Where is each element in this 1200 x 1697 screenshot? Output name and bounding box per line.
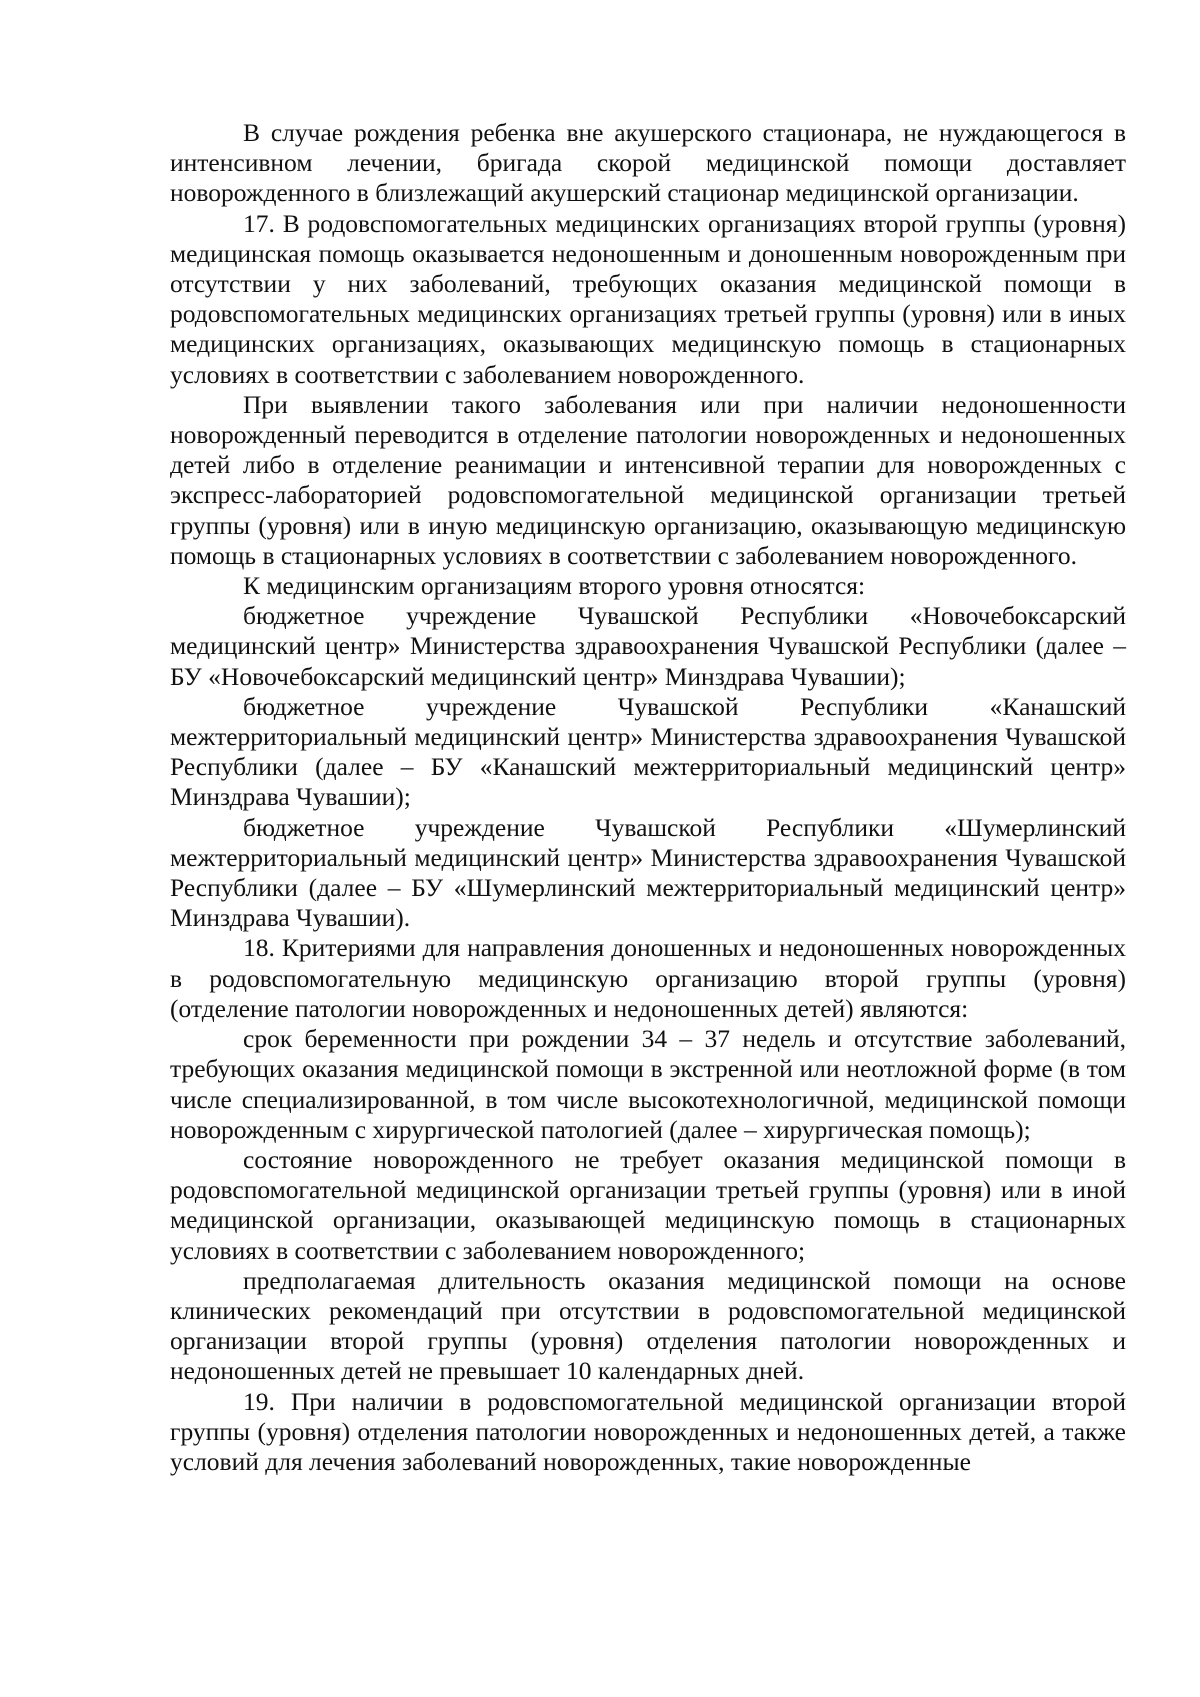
paragraph-item-19: 19. При наличии в родовспомогательной медицинской организации второй группы (уровня) отделения патологии новорожденных и недоношенных детей, а также условий для лечения заболеваний новорожденных, такие новорожденные — [170, 1386, 1126, 1476]
criterion-newborn-condition: состояние новорожденного не требует оказания медицинской помощи в родовспомогательной медицинской организации третьей группы (уровня) или в иной медицинской организации, оказывающей медицинскую помощь в стационарных условиях в соответствии с заболеванием новорожденного; — [170, 1144, 1126, 1265]
paragraph-item-17: 17. В родовспомогательных медицинских организациях второй группы (уровня) медицинская помощь оказывается недоношенным и доношенным новорожденным при отсутствии у них заболеваний, требующих оказания медицинской помощи в родовспомогательных медицинских организациях третьей группы (уровня) или в иных медицинских организациях, оказывающих медицинскую помощь в стационарных условиях в соответствии с заболеванием новорожденного. — [170, 208, 1126, 389]
list-item-shumerlya-center: бюджетное учреждение Чувашской Республики «Шумерлинский межтерриториальный медицинский центр» Министерства здравоохранения Чувашской Республики (далее – БУ «Шумерлинский межтерриториальный медицинский центр» Минздрава Чувашии). — [170, 812, 1126, 933]
criterion-gestational-age: срок беременности при рождении 34 – 37 недель и отсутствие заболеваний, требующих оказания медицинской помощи в экстренной или неотложной форме (в том числе специализированной, в том числе высокотехнологичной, медицинской помощи новорожденным с хирургической патологией (далее – хирургическая помощь); — [170, 1024, 1126, 1144]
paragraph-item-18: 18. Критериями для направления доношенных и недоношенных новорожденных в родовспомогательную медицинскую организацию второй группы (уровня) (отделение патологии новорожденных и недоношенных детей) являются: — [170, 933, 1126, 1023]
criterion-treatment-duration: предполагаемая длительность оказания медицинской помощи на основе клинических рекомендаций при отсутствии в родовспомогательной медицинской организации второй группы (уровня) отделения патологии новорожденных и недоношенных детей не превышает 10 календарных дней. — [170, 1265, 1126, 1386]
document-body — [170, 118, 1126, 1477]
paragraph-transfer-on-disease: При выявлении такого заболевания или при наличии недоношенности новорожденный переводится в отделение патологии новорожденных и недоношенных детей либо в отделение реанимации и интенсивной терапии для новорожденных с экспресс-лабораторией родовспомогательной медицинской организации третьей группы (уровня) или в иную медицинскую организацию, оказывающую медицинскую помощь в стационарных условиях в соответствии с заболеванием новорожденного. — [170, 389, 1126, 570]
list-item-kanash-center: бюджетное учреждение Чувашской Республики «Канашский межтерриториальный медицинский центр» Министерства здравоохранения Чувашской Республики (далее – БУ «Канашский межтерриториальный медицинский центр» Минздрава Чувашии); — [170, 691, 1126, 812]
list-item-novocheboksarsk-center: бюджетное учреждение Чувашской Республики «Новочебоксарский медицинский центр» Министерства здравоохранения Чувашской Республики (далее – БУ «Новочебоксарский медицинский центр» Минздрава Чувашии); — [170, 601, 1126, 691]
paragraph-second-level-list-intro: К медицинским организациям второго уровня относятся: — [243, 571, 866, 601]
paragraph-birth-outside-hospital: В случае рождения ребенка вне акушерского стационара, не нуждающегося в интенсивном лечении, бригада скорой медицинской помощи доставляет новорожденного в близлежащий акушерский стационар медицинской организации. — [170, 118, 1126, 208]
